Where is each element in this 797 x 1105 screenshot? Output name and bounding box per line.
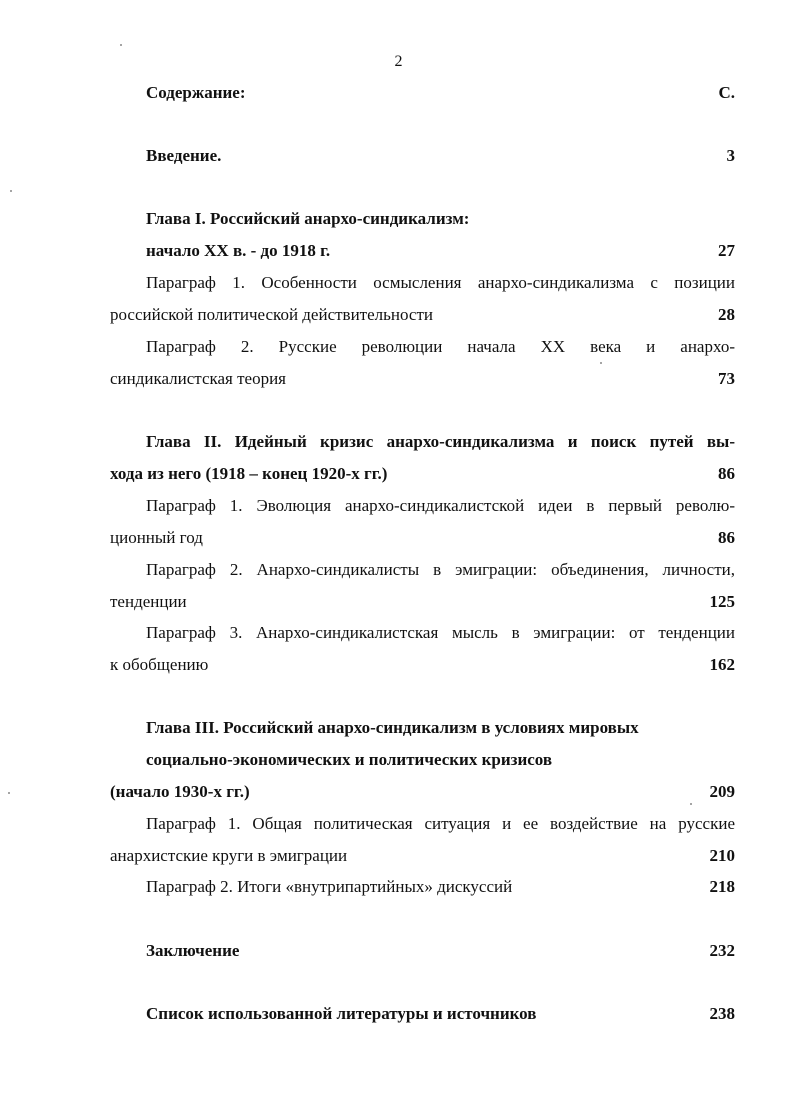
- toc-entry-introduction: [146, 145, 735, 167]
- page-column-label: С.: [718, 83, 735, 102]
- chapter-2-paragraph-1-line-1: Параграф 1. Эволюция анархо-синдикалистской идеи в первый револю-: [146, 496, 735, 515]
- entry-page: 3: [726, 146, 735, 165]
- chapter-1-title-line-2: [146, 240, 735, 262]
- entry-page: 209: [709, 782, 735, 801]
- entry-page: 218: [709, 877, 735, 896]
- chapter-1-paragraph-1-line-1: Параграф 1. Особенности осмысления анархо-синдикализма с позиции: [146, 273, 735, 292]
- chapter-3-title-line-3: [110, 781, 735, 803]
- chapter-2-paragraph-2-line-1: Параграф 2. Анархо-синдикалисты в эмиграции: объединения, личности,: [146, 560, 735, 579]
- entry-title: анархистские круги в эмиграции: [110, 846, 348, 865]
- toc-entry-conclusion: [146, 940, 735, 962]
- chapter-1-paragraph-1-line-2: [110, 304, 735, 326]
- entry-page: 28: [718, 305, 735, 324]
- chapter-2-title-line-1: Глава II. Идейный кризис анархо-синдикализма и поиск путей вы-: [146, 432, 735, 451]
- entry-page: 125: [709, 592, 735, 611]
- chapter-2-paragraph-1-line-2: [110, 527, 735, 549]
- entry-title: хода из него (1918 – конец 1920-х гг.): [110, 464, 388, 483]
- chapter-2-title-line-2: [110, 463, 735, 485]
- entry-title: ционный год: [110, 528, 203, 547]
- entry-title: тенденции: [110, 592, 187, 611]
- entry-title: российской политической действительности: [110, 305, 433, 324]
- scan-speck: [10, 190, 12, 192]
- entry-page: 86: [718, 464, 735, 483]
- chapter-2-paragraph-3-line-1: Параграф 3. Анархо-синдикалистская мысль в эмиграции: от тенденции: [146, 623, 735, 642]
- entry-page: 86: [718, 528, 735, 547]
- entry-page: 238: [709, 1004, 735, 1023]
- entry-title: Заключение: [146, 941, 240, 960]
- entry-title: Параграф 2. Итоги «внутрипартийных» дискуссий: [146, 877, 513, 896]
- chapter-2-paragraph-2-line-2: [110, 591, 735, 613]
- chapter-3-paragraph-1-line-1: Параграф 1. Общая политическая ситуация и ее воздействие на русские: [146, 814, 735, 833]
- chapter-1-paragraph-2-line-1: Параграф 2. Русские революции начала XX века и анархо-: [146, 337, 735, 356]
- chapter-3-paragraph-1-line-2: [110, 845, 735, 867]
- toc-heading-row: [146, 82, 735, 104]
- toc-heading: Содержание:: [146, 83, 246, 102]
- toc-entry-bibliography: [146, 1003, 735, 1025]
- entry-page: 27: [718, 241, 735, 260]
- entry-page: 73: [718, 369, 735, 388]
- scan-speck: [690, 803, 692, 805]
- chapter-1-title-line-1: Глава I. Российский анархо-синдикализм:: [146, 209, 470, 228]
- entry-page: 232: [709, 941, 735, 960]
- chapter-1-paragraph-2-line-2: [110, 368, 735, 390]
- page-number: 2: [394, 53, 403, 70]
- scan-speck: [600, 362, 602, 364]
- entry-page: 210: [709, 846, 735, 865]
- chapter-3-title-line-2: социально-экономических и политических кризисов: [146, 750, 553, 769]
- entry-page: 162: [709, 655, 735, 674]
- entry-title: Введение.: [146, 146, 222, 165]
- chapter-3-title-line-1: Глава III. Российский анархо-синдикализм в условиях мировых: [146, 718, 639, 737]
- scan-speck: [8, 792, 10, 794]
- chapter-3-paragraph-2: [146, 876, 735, 898]
- scan-speck: [120, 44, 122, 46]
- entry-title: (начало 1930-х гг.): [110, 782, 250, 801]
- chapter-2-paragraph-3-line-2: [110, 654, 735, 676]
- entry-title: к обобщению: [110, 655, 209, 674]
- entry-title: Список использованной литературы и источников: [146, 1004, 537, 1023]
- entry-title: начало XX в. - до 1918 г.: [146, 241, 331, 260]
- entry-title: синдикалистская теория: [110, 369, 287, 388]
